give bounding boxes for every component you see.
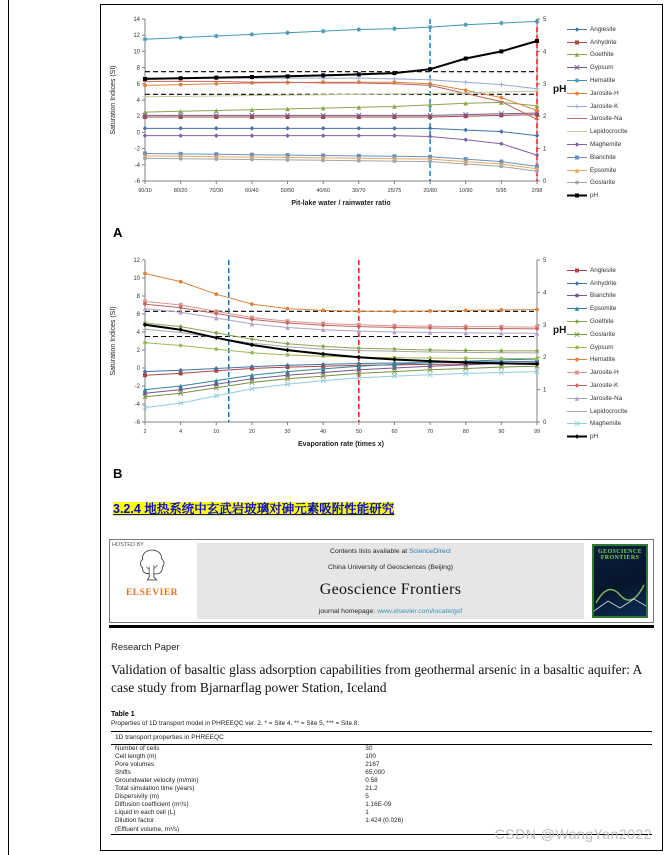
cover-title-line1: GEOSCIENCE [597,549,642,555]
chart-a [105,11,660,248]
legend-item [567,354,659,367]
svg-text:50/50: 50/50 [280,188,295,194]
table-row: Number of cells 30 [115,744,373,752]
legend-label: Anhydrite [590,279,617,287]
series-marker-icon [567,153,587,162]
elsevier-tree-icon [138,548,166,587]
svg-text:A: A [113,225,123,240]
svg-text:4: 4 [136,330,140,336]
svg-text:4: 4 [543,290,547,297]
svg-text:60: 60 [391,429,398,435]
series-marker-icon [567,178,587,187]
legend-item [567,87,659,100]
series-marker-icon [567,432,587,441]
legend-label: Lepidocrocite [590,128,628,136]
chart-a-legend [567,11,659,202]
svg-text:Saturation Indices (SI): Saturation Indices (SI) [110,65,117,135]
svg-text:3: 3 [543,81,547,88]
legend-label: Gypsum [590,343,614,351]
svg-text:40: 40 [320,429,327,435]
legend-label: Bianchite [590,153,616,161]
svg-text:2: 2 [543,114,547,121]
table-row: Diffusion coefficient (m²/s) 1.16E-09 [115,801,392,809]
section-title: 地热系统中玄武岩玻璃对砷元素吸附性能研究 [144,502,395,516]
series-marker-icon [567,166,587,175]
svg-text:-4: -4 [134,162,140,169]
svg-text:4: 4 [179,429,183,435]
legend-item [567,328,659,341]
table-row: Shifts 65,000 [115,768,385,776]
svg-text:0: 0 [543,179,547,185]
table-row: Groundwater velocity (m/min) 0.58 [115,777,378,784]
legend-label: Gypsum [590,64,614,72]
table-1-body [111,731,652,835]
journal-name: Geoscience Frontiers [319,580,462,598]
svg-text:pH: pH [553,83,567,95]
chart-b-legend [567,252,659,443]
table-1-label: Table 1 [111,710,135,718]
svg-text:40/60: 40/60 [316,188,330,194]
svg-text:80: 80 [462,429,469,435]
legend-label: Jarosite-K [590,382,619,390]
svg-text:-2: -2 [134,146,140,153]
table-row: Dilution factor 1:424 (0.026) [115,817,404,825]
elsevier-panel [110,540,194,622]
legend-item [567,418,659,431]
svg-text:90/10: 90/10 [138,188,152,194]
legend-item [567,189,659,202]
legend-item [567,125,659,138]
chart-b [105,252,660,489]
legend-label: Lepidocrocite [590,407,628,415]
legend-label: Anglesite [590,266,616,274]
svg-text:3: 3 [543,322,547,329]
legend-item [567,74,659,87]
homepage-prefix: journal homepage: [318,607,378,615]
figure-panel [105,11,660,489]
legend-label: Jarosite-Na [590,115,623,123]
page-edge-rule [8,0,9,855]
svg-text:10: 10 [133,276,140,282]
legend-item [567,405,659,418]
svg-text:70/30: 70/30 [209,188,224,194]
saturation-indices-chart-A [105,11,567,243]
legend-label: pH [590,192,599,200]
series-marker-icon [567,127,587,136]
legend-item [567,366,659,379]
svg-text:-2: -2 [134,384,140,390]
chart-a-plot [105,11,567,248]
svg-text:20: 20 [248,429,255,435]
section-number: 3.2.4 [113,502,141,516]
document-content-box [100,4,663,851]
svg-text:60/40: 60/40 [245,188,259,194]
svg-text:1: 1 [543,387,547,394]
svg-text:6: 6 [136,81,140,88]
legend-label: Jarosite-H [590,369,619,377]
chart-b-plot [105,252,567,489]
contents-prefix: Contents lists available at [330,548,410,555]
svg-text:8: 8 [136,294,140,300]
svg-text:-6: -6 [134,179,140,185]
legend-label: Goethite [590,51,614,59]
series-marker-icon [567,89,587,98]
sciencedirect-link[interactable]: ScienceDirect [409,548,451,555]
legend-label: Jarosite-Na [590,394,623,402]
section-heading-link[interactable] [113,499,660,517]
series-marker-icon [567,381,587,390]
legend-label: Hematite [590,77,616,85]
series-marker-icon [567,50,587,59]
svg-text:30/70: 30/70 [352,188,366,194]
table-1 [111,711,652,835]
svg-text:10: 10 [133,49,140,56]
table-row: (Effluent volume, m³/s) [115,825,180,833]
svg-text:0: 0 [543,420,547,426]
legend-item [567,430,659,443]
legend-label: Goslarite [590,330,616,338]
article-type-label: Research Paper [111,642,180,653]
series-marker-icon [567,76,587,85]
legend-label: Bianchite [590,292,616,300]
svg-text:0: 0 [136,130,140,137]
svg-text:2: 2 [543,355,547,362]
legend-item [567,138,659,151]
svg-text:70: 70 [427,429,434,435]
svg-text:6: 6 [136,312,140,318]
svg-text:5: 5 [543,17,547,23]
svg-text:10/90: 10/90 [458,188,473,194]
series-marker-icon [567,63,587,72]
homepage-url-link[interactable]: www.elsevier.com/locate/gsf [377,607,463,615]
series-marker-icon [567,266,587,275]
legend-item [567,315,659,328]
legend-item [567,379,659,392]
svg-text:-4: -4 [134,402,140,408]
svg-text:4: 4 [136,98,140,104]
svg-text:B: B [113,466,123,481]
svg-text:12: 12 [133,258,140,264]
series-marker-icon [567,330,587,339]
legend-item [567,151,659,164]
series-marker-icon [567,191,587,200]
series-marker-icon [567,114,587,123]
legend-label: Goslarite [590,179,616,187]
legend-label: Epsomite [590,166,617,174]
series-marker-icon [567,407,587,416]
table-row: Cell length (m) 100 [115,752,376,760]
journal-cover-image [592,544,648,618]
legend-item [567,277,659,290]
journal-banner [197,543,584,619]
legend-item [567,113,659,126]
cover-title-line2: FRONTIERS [600,555,640,561]
svg-text:4: 4 [543,49,547,56]
svg-text:50: 50 [355,429,362,435]
legend-item [567,264,659,277]
legend-label: Goethite [590,318,614,326]
legend-label: Anglesite [590,25,616,33]
journal-header-rule [109,625,654,628]
series-marker-icon [567,140,587,149]
table-row: Pore volumes 2167 [115,760,380,768]
svg-text:2/98: 2/98 [531,188,543,194]
table-row: Dispersivity (m) 5 [115,793,369,801]
legend-item [567,392,659,405]
section-heading-highlight[interactable] [113,502,394,516]
legend-label: Anhydrite [590,38,617,46]
series-marker-icon [567,304,587,313]
svg-text:5/95: 5/95 [496,188,507,194]
svg-text:8: 8 [136,65,140,72]
series-marker-icon [567,368,587,377]
journal-cover-panel [587,540,653,622]
svg-text:-6: -6 [134,420,140,426]
svg-text:80/20: 80/20 [173,188,188,194]
saturation-indices-chart-B [105,252,567,484]
legend-item [567,302,659,315]
svg-text:90: 90 [498,429,505,435]
svg-text:5: 5 [543,258,547,264]
legend-item [567,49,659,62]
legend-item [567,100,659,113]
svg-text:10: 10 [213,429,220,435]
legend-label: Jarosite-H [590,89,619,97]
table-1-caption: Properties of 1D transport model in PHREEQC ver. 2. * = Site 4, ** = Site 5, *** = Site 8. [111,719,360,727]
series-marker-icon [567,343,587,352]
csdn-watermark: CSDN @WangYan2022 [494,826,652,842]
legend-item [567,290,659,303]
series-marker-icon [567,291,587,300]
svg-text:25/75: 25/75 [387,188,402,194]
paper-title: Validation of basaltic glass adsorption capabilities from geothermal arsenic in a basaltic aquifer: A case study from Bjarnarflag power Station, Iceland [111,662,642,695]
svg-text:12: 12 [133,33,140,40]
university-line: China University of Geosciences (Beijing) [327,564,454,572]
series-marker-icon [567,38,587,47]
series-marker-icon [567,317,587,326]
hosted-by-label: HOSTED BY [112,542,144,548]
legend-label: pH [590,433,599,441]
series-marker-icon [567,279,587,288]
legend-label: Jarosite-K [590,102,619,110]
svg-text:2: 2 [143,429,147,435]
svg-text:0: 0 [136,366,140,372]
legend-item [567,36,659,49]
homepage-line [319,608,462,615]
legend-item [567,177,659,190]
series-marker-icon [567,394,587,403]
legend-label: Maghemite [590,420,622,428]
svg-text:20/80: 20/80 [423,188,437,194]
table-1-header: 1D transport properties in PHREEQC [111,732,652,745]
svg-text:99: 99 [534,429,540,435]
legend-item [567,164,659,177]
series-marker-icon [567,25,587,34]
svg-text:2: 2 [136,114,140,121]
series-marker-icon [567,419,587,428]
svg-text:30: 30 [284,429,291,435]
contents-line [330,548,451,555]
legend-label: Maghemite [590,141,622,149]
svg-text:Pit-lake water / rainwater rat: Pit-lake water / rainwater ratio [291,200,391,207]
svg-text:pH: pH [553,324,567,336]
table-1-rows [111,745,652,834]
legend-label: Hematite [590,356,616,364]
elsevier-logo-text: ELSEVIER [125,588,179,598]
svg-text:14: 14 [133,17,140,23]
legend-label: Epsomite [590,305,617,313]
series-marker-icon [567,355,587,364]
legend-item [567,23,659,36]
svg-text:Saturation Indices (SI): Saturation Indices (SI) [110,306,117,376]
table-row: Total simulation time (years) 21.2 [115,785,378,793]
table-row: Liquid in each cell (L) 1 [115,809,369,817]
legend-item [567,61,659,74]
journal-header [109,539,654,623]
svg-text:1: 1 [543,146,547,153]
svg-text:Evaporation rate (times x): Evaporation rate (times x) [298,441,384,448]
series-marker-icon [567,102,587,111]
legend-item [567,341,659,354]
svg-text:2: 2 [136,348,140,354]
